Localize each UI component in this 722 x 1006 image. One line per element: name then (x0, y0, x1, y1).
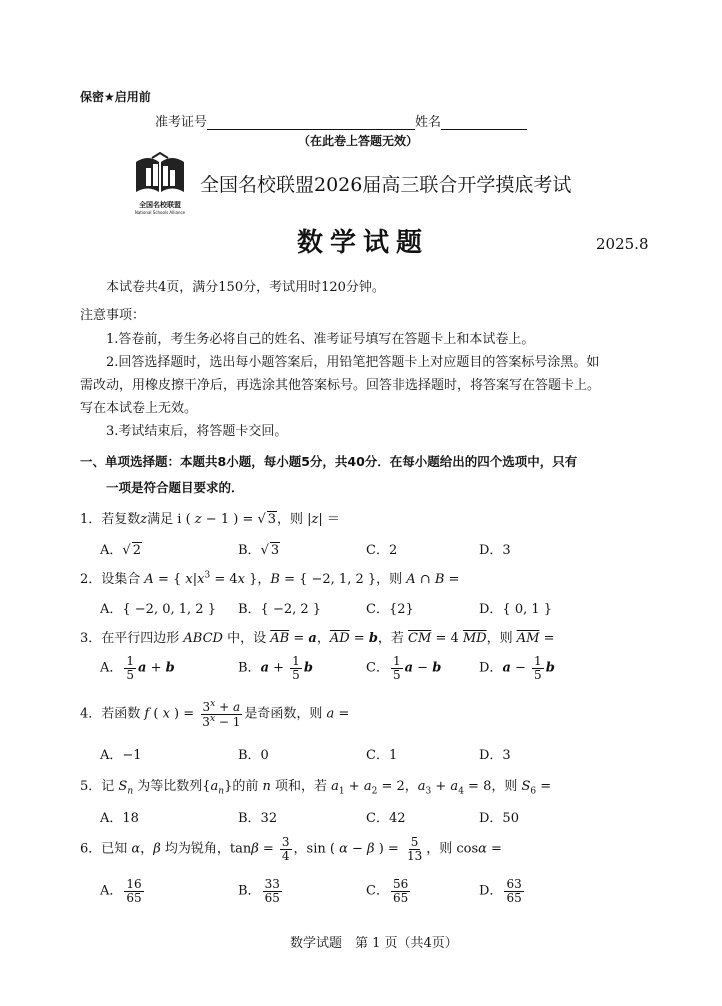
logo-cn-text: 全国名校联盟 (139, 201, 181, 209)
name-blank (441, 117, 527, 130)
q6-option-d: D． $\frac{63}{65}$ (479, 877, 522, 905)
invalid-notice: （在此卷上答题无效） (298, 134, 419, 148)
section-title-line2: 一项是符合题目要求的． (106, 480, 244, 495)
exam-date: 2025.8 (596, 235, 649, 253)
q5-option-d: D．50 (479, 811, 519, 826)
q2-option-c: C．{2} (366, 602, 414, 617)
q1-option-b: B．√ 3 (238, 543, 280, 558)
q4-option-b: B．0 (238, 748, 269, 763)
question-number: 5． (80, 779, 102, 794)
question-number: 6． (80, 841, 102, 857)
q1-option-d: D．3 (479, 543, 511, 558)
logo-en-text: National Schools Alliance (134, 210, 186, 215)
exam-id-blank (207, 117, 415, 130)
note-item-3: 3.考试结束后，将答题卡交回。 (106, 424, 288, 439)
q1-option-c: C．2 (366, 543, 398, 558)
q6-option-a: A． $\frac{16}{65}$ (100, 877, 142, 905)
note-item-1: 1.答卷前，考生务必将自己的姓名、准考证号填写在答题卡上和本试卷上。 (106, 332, 535, 347)
note-item-2-line2: 需改动，用橡皮擦干净后，再选涂其他答案标号。回答非选择题时，将答案写在答题卡上。 (80, 378, 601, 393)
q4-option-d: D．3 (479, 748, 511, 763)
book-logo-icon (132, 152, 188, 196)
q3-option-a: A． $\frac{1}{5}$ a + b (100, 654, 175, 682)
q5-option-b: B．32 (238, 811, 278, 826)
question-number: 2． (80, 572, 102, 587)
subject-title: 数学试题 (297, 228, 430, 258)
q2-option-d: D．{ 0, 1 } (479, 602, 553, 617)
q4-option-c: C．1 (366, 748, 398, 763)
q2-option-b: B．{ −2, 2 } (238, 602, 322, 617)
q4-option-a: A．−1 (100, 748, 142, 763)
q1-option-a: A．√ 2 (100, 543, 141, 558)
q2-option-a: A．{ −2, 0, 1, 2 } (100, 602, 216, 617)
q6-option-c: C． $\frac{56}{65}$ (366, 877, 409, 905)
section-title-line1: 一、单项选择题：本题共8小题，每小题5分，共40分．在每小题给出的四个选项中，只有 (80, 454, 578, 469)
question-4: 4．若函数 f ( x ) = $\frac{3^x + a}{3^x - 1}$ 是奇函数，则 a = (80, 699, 350, 729)
q3-option-c: C． $\frac{1}{5}$ a − b (366, 654, 442, 682)
q6-option-b: B． $\frac{33}{65}$ (238, 877, 280, 905)
exam-title: 全国名校联盟2026届高三联合开学摸底考试 (200, 174, 572, 196)
question-3: 3．在平行四边形 ABCD 中，设 $\overline{AB} = a$，$\overline{AD} = b$，若 $\overline{CM} = 4$ $\overline{MD}$，则 $\overline{AM}$ = (80, 631, 555, 646)
question-2: 2．设集合 A = { $x|x^3 = 4x$ }，B = { −2, 1, 2 }，则 A ∩ B = (80, 570, 460, 587)
intro-text: 本试卷共4页，满分150分，考试用时120分钟。 (106, 280, 385, 295)
question-6: 6．已知 α，β 均为锐角，tanβ = $\frac{3}{4}$ ，sin ( α − β ) = $\frac{5}{13}$ ，则 cosα = (80, 835, 502, 863)
question-number: 4． (80, 706, 102, 722)
exam-id-label: 准考证号 (155, 115, 208, 130)
question-number: 1． (80, 512, 102, 527)
q5-option-a: A．18 (100, 811, 139, 826)
alliance-logo (132, 152, 188, 215)
question-5: 5．记 $S_n$ 为等比数列$\{a_n\}$的前 n 项和，若 $a_1 + a_2 = 2$，$a_3 + a_4 = 8$，则 $S_6$ = (80, 779, 552, 797)
confidential-label: 保密★启用前 (80, 90, 151, 104)
note-item-2-line3: 写在本试卷上无效。 (80, 401, 198, 416)
question-number: 3． (80, 631, 102, 646)
page-footer: 数学试题 第 1 页（共4页） (290, 936, 458, 951)
question-1: 1．若复数z满足 i ( z − 1 ) = √ 3，则 |z| ＝ (80, 512, 340, 527)
exam-id-field (155, 111, 527, 130)
note-item-2-line1: 2.回答选择题时，选出每小题答案后，用铅笔把答题卡上对应题目的答案标号涂黑。如 (106, 355, 600, 370)
q3-option-b: B．a + $\frac{1}{5}$ b (238, 654, 313, 682)
q3-option-d: D．a − $\frac{1}{5}$ b (479, 654, 555, 682)
notes-title: 注意事项： (80, 308, 146, 323)
name-label: 姓名 (415, 115, 442, 130)
q5-option-c: C．42 (366, 811, 406, 826)
